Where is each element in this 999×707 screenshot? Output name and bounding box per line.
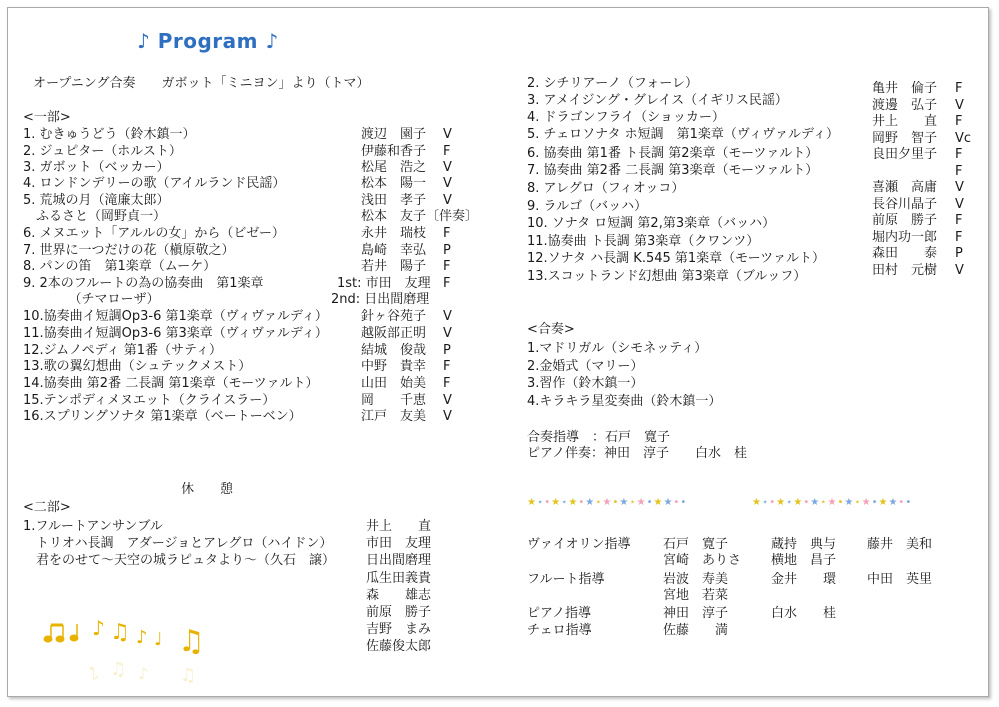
piece-title: 6. メヌエット「アルルの女」から（ビゼー） [23,226,285,241]
piece-title: 1. むきゅうどう（鈴木鎮一） [23,127,196,142]
piece-title: 13.歌の翼幻想曲（シュテックメスト） [23,359,252,374]
piece-title: 9. 2本のフルートの為の協奏曲 第1楽章 [23,276,264,291]
piece-title: 12.ソナタ ハ長調 K.545 第1楽章（モーツァルト） [527,251,825,266]
piece-title: 11.協奏曲 ト長調 第3楽章（クワンツ） [527,234,760,249]
performer-name: 前原 勝子 [366,605,432,620]
performer-name: 針ヶ谷苑子 [361,309,427,324]
program-row [0,143,520,160]
svg-text:♫: ♫ [180,665,197,685]
performer-name: 佐藤俊太郎 [366,639,432,655]
instrument-code: P [443,243,451,258]
flute-teacher: 岩波 寿美 [663,572,729,587]
intermission: 休 憩 [181,482,234,497]
performer-name: 中野 貴幸 [361,359,427,374]
ensemble-item: 2.金婚式（マリー） [527,358,644,374]
performer-name: 越阪部正明 [361,326,427,341]
program-row [0,342,520,359]
performer-name: 結城 俊哉 [361,343,427,358]
instrument-code: P [955,246,963,261]
svg-text:♪: ♪ [88,662,100,683]
instrument-code: V [955,97,964,113]
page-title: ♪ Program ♪ [137,29,279,53]
instrument-code: V [443,393,452,408]
program-row [0,159,520,176]
piece-title: 12.ジムノペディ 第1番（サティ） [23,343,222,358]
piano-teachers-label: ピアノ指導 [527,606,591,621]
violin-teacher: 藤井 美和 [867,537,933,552]
flute-teacher: 中田 英里 [867,572,933,587]
piano-teacher: 白水 桂 [771,606,837,621]
svg-text:♫: ♫ [110,620,130,645]
program-row [0,308,520,325]
piece-title: 13.スコットランド幻想曲 第3楽章（ブルッフ） [527,269,807,284]
performer-name: 松本 友子〔伴奏〕 [361,209,479,224]
instrument-code: V [955,262,964,278]
program-row [0,325,520,342]
performer-name: 渡辺 園子 [361,127,427,142]
performer-name: 良田夕里子 [872,147,938,162]
performer-name: 田村 元樹 [872,262,938,278]
cello-teachers-label: チェロ指導 [527,623,592,638]
program-row [0,258,520,275]
piece-title: 10. ソナタ ロ短調 第2,第3楽章（バッハ） [527,216,776,231]
performer-name: 日出間磨理 [366,553,432,569]
svg-text:♫: ♫ [110,659,127,680]
instrument-code: V [443,193,452,208]
instrument-code: F [443,226,451,241]
performer-name: 井上 直 [366,519,432,534]
piece-title: 9. ラルゴ（バッハ） [527,199,648,214]
performer-name: 喜瀬 高庸 [872,180,938,195]
performer-name: 2nd: 日出間磨理 [331,292,430,307]
piece-title: 7. 協奏曲 第2番 二長調 第3楽章（モーツァルト） [527,163,819,178]
instrument-code: V [955,180,964,195]
instrument-code: F [955,81,963,96]
piece-title: 16.スプリングソナタ 第1楽章（ベートーベン） [23,409,302,424]
piece-title: 14.協奏曲 第2番 二長調 第1楽章（モーツァルト） [23,376,319,391]
performer-name: 市田 友理 [366,536,432,552]
performer-name: 亀井 倫子 [872,81,938,96]
piece-title: （チマローザ） [23,292,160,307]
part2-item: 君をのせて〜天空の城ラピュタより〜（久石 譲） [23,553,336,568]
part2-item: 1.フルートアンサンブル [23,519,163,534]
instrument-code: V [443,309,452,324]
piece-title: 3. ガボット（ベッカー） [23,160,170,175]
performer-name: 岡 千恵 [361,393,427,408]
violin-teacher: 宮崎 ありさ [663,553,742,568]
flute-teacher: 宮地 若菜 [663,588,729,603]
part2-heading: <二部> [23,500,71,515]
instrument-code: P [443,343,451,358]
piano-teacher: 神田 淳子 [663,606,729,621]
part2-item: トリオハ長調 アダージョとアレグロ（ハイドン） [23,536,333,551]
instrument-code: F [443,376,451,391]
flute-teacher: 金井 環 [771,572,837,587]
star-divider-icon: ★⋆•★⋆★•★⋆★•★⋆★•★★•• [752,497,913,508]
performer-name: 江戸 友美 [361,409,427,424]
instrument-code: F [955,229,963,245]
svg-text:♫: ♫ [178,624,205,659]
program-row [0,392,520,409]
ensemble-item: 4.キラキラ星変奏曲（鈴木鎮一） [527,393,722,409]
performer-name: 若井 陽子 [361,259,427,274]
instrument-code: V [443,127,452,142]
performer-name: 伊藤和香子 [361,144,427,159]
instrument-code: F [955,213,963,228]
program-row [0,291,520,308]
star-divider-icon: ★⋆•★⋆★•★⋆★•★⋆★•★★•• [527,497,688,508]
piece-title: 2. ジュピター（ホルスト） [23,144,182,159]
performer-name: 長谷川晶子 [872,196,938,212]
violin-teachers-label: ヴァイオリン指導 [527,537,631,552]
piece-title: 2. シチリアーノ（フォーレ） [527,76,698,91]
music-notes-icon [40,615,210,685]
performer-name: 森 雄志 [366,587,432,603]
instrument-code: V [443,176,452,191]
performer-name: 森田 泰 [872,246,938,261]
instrument-code: F [955,163,963,179]
program-row [0,175,520,192]
instrument-code: F [443,144,451,159]
ensemble-item: 1.マドリガル（シモネッティ） [527,341,708,356]
instrument-code: V [443,160,452,175]
instrument-code: F [955,147,963,162]
program-row [0,242,520,259]
program-row [0,358,520,375]
instrument-code: Vc [955,130,972,146]
piano-accompanist: ピアノ伴奏：神田 淳子 白水 桂 [527,446,747,461]
flute-teachers-label: フルート指導 [527,572,605,587]
instrument-code: F [443,259,451,274]
instrument-code: F [955,114,963,129]
violin-teacher: 石戸 寛子 [663,537,729,552]
piece-title: 10.協奏曲イ短調Op3-6 第1楽章（ヴィヴァルディ） [23,309,328,324]
performer-name: 渡邊 弘子 [872,97,938,113]
program-row [0,375,520,392]
program-row [0,126,520,143]
instrument-code: V [443,409,452,424]
piece-title: 6. 協奏曲 第1番 ト長調 第2楽章（モーツァルト） [527,146,819,161]
piece-title: ふるさと（岡野貞一） [23,209,167,224]
performer-name: 1st: 市田 友理 [337,276,431,291]
performer-name: 吉野 まみ [366,622,432,638]
performer-name: 前原 勝子 [872,213,938,228]
part1-heading: <一部> [23,110,71,125]
svg-text:♪: ♪ [136,627,148,648]
instrument-code: F [443,359,451,374]
program-row [0,408,520,425]
performer-name: 井上 直 [872,114,938,129]
ensemble-leader: 合奏指導 ：石戸 寛子 [527,430,671,445]
opening-line: オープニング合奏 ガボット「ミニヨン」より（トマ） [33,76,370,91]
performer-name: 松本 陽一 [361,176,427,191]
piece-title: 8. アレグロ（フィオッコ） [527,181,685,196]
piece-title: 11.協奏曲イ短調Op3-6 第3楽章（ヴィヴァルディ） [23,326,328,341]
performer-name: 松尾 浩之 [361,160,427,175]
program-row [0,225,520,242]
piece-title: 15.テンポディメヌエット（クライスラー） [23,393,276,408]
piece-title: 4. ドラゴンフライ（ショッカー） [527,110,725,125]
program-row [0,208,520,225]
performer-name: 島崎 幸弘 [361,243,427,258]
performer-name: 浅田 孝子 [361,193,427,208]
ensemble-item: 3.習作（鈴木鎮一） [527,376,644,391]
performer-name: 山田 始美 [361,376,427,391]
instrument-code: V [443,326,452,341]
performer-name: 堀内功一郎 [872,229,938,245]
piece-title: 3. アメイジング・グレイス（イギリス民謡） [527,93,788,108]
svg-text:♪: ♪ [92,616,105,640]
piece-title: 5. チェロソナタ ホ短調 第1楽章（ヴィヴァルディ） [527,127,839,142]
cello-teacher: 佐藤 満 [663,623,729,638]
ensemble-heading: <合奏> [527,322,575,337]
piece-title: 7. 世界に一つだけの花（槇原敬之） [23,243,235,258]
performer-name: 永井 瑞枝 [361,226,427,241]
instrument-code: F [443,276,451,291]
violin-teacher: 横地 昌子 [771,553,837,568]
piece-title: 5. 荒城の月（滝廉太郎） [23,193,170,208]
piece-title: 4. ロンドンデリーの歌（アイルランド民謡） [23,176,286,191]
svg-text:♪: ♪ [138,664,149,683]
program-row [0,275,520,292]
instrument-code: V [955,196,964,212]
svg-text:♩: ♩ [154,629,163,650]
performer-name: 岡野 智子 [872,130,938,146]
piece-title: 8. パンの笛 第1楽章（ムーケ） [23,259,217,274]
performer-name: 瓜生田義貴 [366,570,432,586]
violin-teacher: 蔵持 典与 [771,537,837,552]
program-row [0,192,520,209]
